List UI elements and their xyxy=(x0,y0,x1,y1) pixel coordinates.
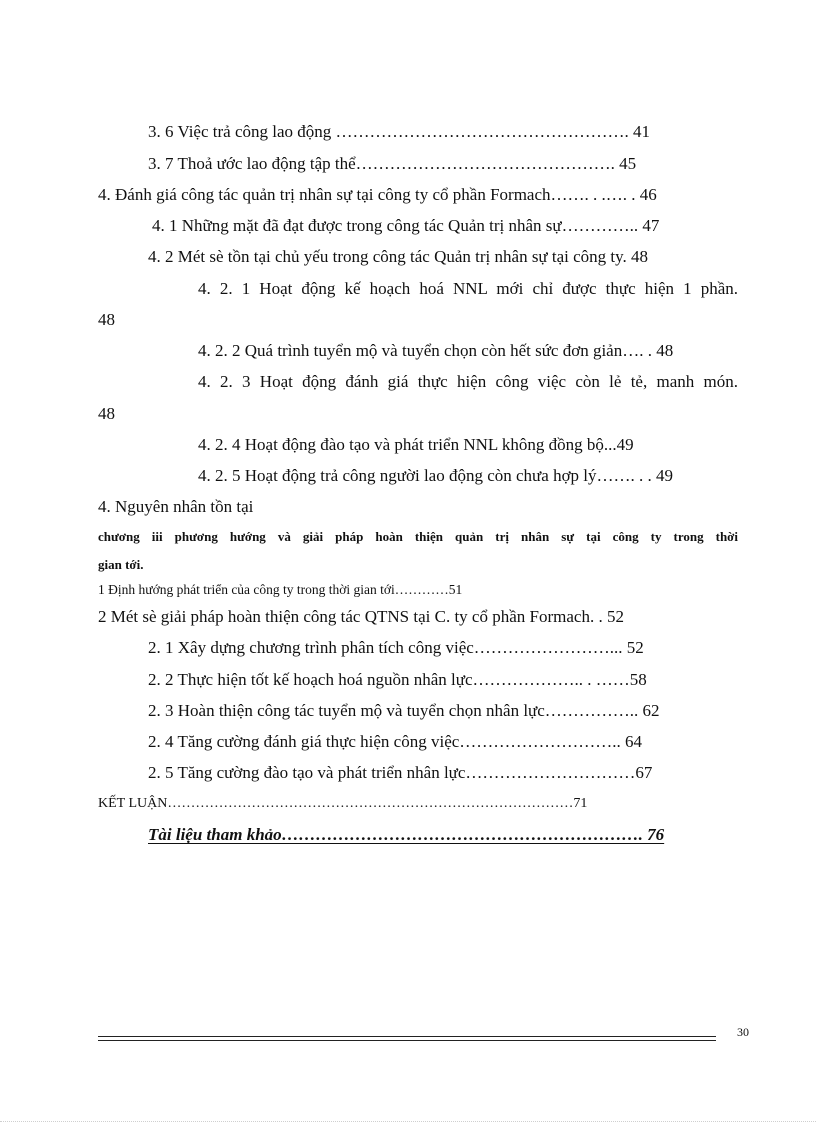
toc-entry-iii-2-5: 2. 5 Tăng cường đào tạo và phát triển nhân lực…………………………67 xyxy=(148,763,653,782)
page-edge-dotted-line xyxy=(0,1121,816,1122)
toc-entry-4-2-2: 4. 2. 2 Quá trình tuyển mộ và tuyển chọn còn hết sức đơn giản…. . 48 xyxy=(198,341,674,360)
toc-entry-3-7: 3. 7 Thoả ước lao động tập thể………………………………………. 45 xyxy=(148,154,637,173)
toc-entry-4-2-1: 4. 2. 1 Hoạt động kế hoạch hoá NNL mới chỉ được thực hiện 1 phần. xyxy=(198,279,738,298)
toc-entry-iii-2-1: 2. 1 Xây dựng chương trình phân tích công việc……………………... 52 xyxy=(148,638,644,657)
toc-entry-iii-2: 2 Mét sè giải pháp hoàn thiện công tác QTNS tại C. ty cổ phần Formach. . 52 xyxy=(98,607,624,626)
toc-entry-4-2-5: 4. 2. 5 Hoạt động trả công người lao động còn chưa hợp lý……. . . 49 xyxy=(198,466,674,485)
toc-entry-4: 4. Đánh giá công tác quản trị nhân sự tại công ty cổ phần Formach……. . .…. . 46 xyxy=(98,185,657,204)
footer-rule-top xyxy=(98,1036,716,1037)
toc-chapter-3-title-cont: gian tới. xyxy=(98,557,144,572)
toc-entry-4-2-3-page: 48 xyxy=(98,404,115,423)
toc-entry-references: Tài liệu tham khảo………………………………………………………. 76 xyxy=(148,825,665,844)
toc-entry-3-6: 3. 6 Việc trả công lao động ……………………………………………. 41 xyxy=(148,122,651,141)
toc-entry-4-2-1-page: 48 xyxy=(98,310,115,329)
page-number: 30 xyxy=(737,1025,749,1039)
toc-chapter-3-title: chương iii phương hướng và giải pháp hoàn thiện quản trị nhân sự tại công ty trong thời xyxy=(98,529,738,544)
footer-rule-bottom xyxy=(98,1040,716,1041)
toc-entry-4-2-3: 4. 2. 3 Hoạt động đánh giá thực hiện công việc còn lẻ tẻ, manh món. xyxy=(198,372,738,391)
toc-entry-iii-2-4: 2. 4 Tăng cường đánh giá thực hiện công việc……………………….. 64 xyxy=(148,732,643,751)
toc-entry-4-1: 4. 1 Những mặt đã đạt được trong công tác Quản trị nhân sự………….. 47 xyxy=(152,216,660,235)
toc-entry-iii-1: 1 Định hướng phát triển của công ty trong thời gian tới…………51 xyxy=(98,582,463,597)
toc-entry-4-2-4: 4. 2. 4 Hoạt động đào tạo và phát triển NNL không đồng bộ...49 xyxy=(198,435,634,454)
toc-entry-causes: 4. Nguyên nhân tồn tại xyxy=(98,497,254,516)
toc-entry-iii-2-3: 2. 3 Hoàn thiện công tác tuyển mộ và tuyển chọn nhân lực…………….. 62 xyxy=(148,701,660,720)
toc-entry-conclusion: KẾT LUẬN……………………………………………………………………………71 xyxy=(98,796,588,811)
toc-entry-iii-2-2: 2. 2 Thực hiện tốt kế hoạch hoá nguồn nhân lực……………….. . ……58 xyxy=(148,670,647,689)
toc-entry-4-2: 4. 2 Mét sè tồn tại chủ yếu trong công tác Quản trị nhân sự tại công ty. 48 xyxy=(148,247,649,266)
